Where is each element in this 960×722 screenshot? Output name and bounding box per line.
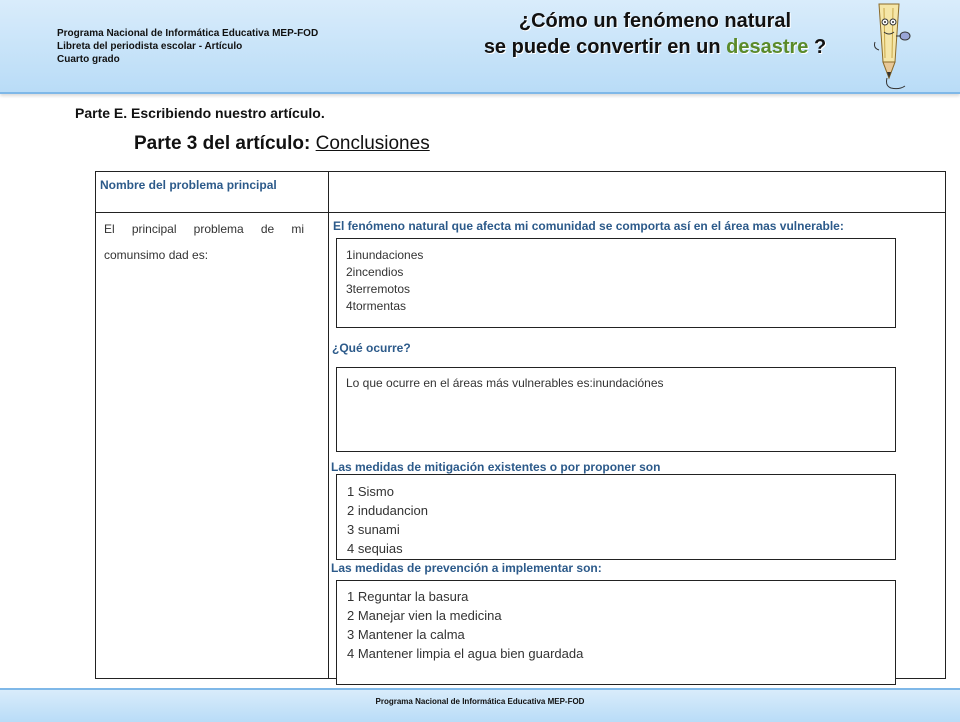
part3-heading [134, 133, 430, 155]
title-line-1: ¿Cómo un fenómeno natural [518, 10, 792, 32]
header-program: Programa Nacional de Informática Educativa MEP-FOD [57, 28, 319, 39]
header-notebook: Libreta del periodista escolar - Artículo [57, 41, 243, 52]
list-item: 3 Mantener la calma [347, 627, 465, 642]
answer-box-what-happens[interactable] [336, 367, 896, 452]
part3-conclusions: Conclusiones [315, 133, 430, 154]
answer-box-mitigation[interactable] [336, 474, 896, 560]
list-item: 4tormentas [346, 299, 407, 313]
title-line-2-suffix: ? [808, 36, 827, 58]
answer-text: Lo que ocurre en el áreas más vulnerables es:inundaciónes [346, 376, 664, 390]
question-mitigation: Las medidas de mitigación existentes o por proponer son [331, 460, 661, 474]
table-column-divider [328, 171, 329, 679]
answer-box-prevention[interactable] [336, 580, 896, 685]
list-item: 4 sequias [347, 541, 403, 556]
title-line-2 [420, 34, 890, 60]
question-what-happens: ¿Qué ocurre? [332, 341, 411, 355]
part-e-heading: Parte E. Escribiendo nuestro artículo. [75, 105, 325, 121]
answer-box-phenomena[interactable] [336, 238, 896, 328]
page-title [420, 8, 890, 60]
list-item: 2 indudancion [347, 503, 428, 518]
main-problem-label: El principal problema de mi comunsimo dad es: [104, 222, 304, 262]
title-highlight: desastre [726, 36, 809, 58]
list-item: 3 sunami [347, 522, 400, 537]
question-behavior: El fenómeno natural que afecta mi comunidad se comporta así en el área mas vulnerable: [333, 219, 844, 233]
list-item: 1 Sismo [347, 484, 394, 499]
list-item: 2 Manejar vien la medicina [347, 608, 502, 623]
list-item: 1 Reguntar la basura [347, 589, 469, 604]
list-item: 3terremotos [346, 282, 411, 296]
list-item: 1inundaciones [346, 248, 424, 262]
list-item: 4 Mantener limpia el agua bien guardada [347, 646, 584, 661]
question-prevention: Las medidas de prevención a implementar son: [331, 561, 602, 575]
problem-name-label: Nombre del problema principal [100, 178, 277, 192]
title-line-2-prefix: se puede convertir en un [483, 36, 727, 58]
header-grade: Cuarto grado [57, 54, 120, 65]
pencil-mascot-icon [865, 0, 915, 92]
list-item: 2incendios [346, 265, 404, 279]
table-row-divider [95, 212, 946, 213]
footer-text: Programa Nacional de Informática Educativa MEP-FOD [375, 697, 585, 706]
header-info [57, 27, 318, 66]
part3-prefix: Parte 3 del artículo: [134, 133, 316, 154]
